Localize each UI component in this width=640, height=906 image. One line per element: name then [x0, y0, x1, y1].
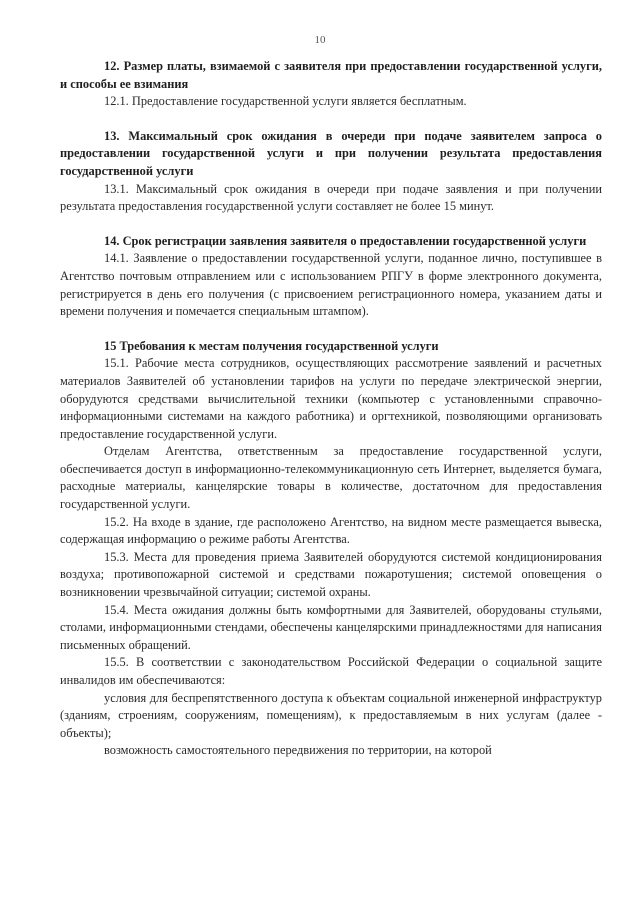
document-body: [60, 58, 602, 760]
paragraph: условия для беспрепятственного доступа к объектам социальной инженерной инфраструктур (зданиям, строениям, сооружениям, помещениям), к предоставляемым в них услугам (далее - объекты);: [60, 690, 602, 740]
paragraph: Отделам Агентства, ответственным за предоставление государственной услуги, обеспечивается доступ в информационно-телекоммуникационную сеть Интернет, выделяется бумага, расходные материалы, канцелярские товары в количестве, достаточном для предоставления государственной услуги.: [60, 444, 602, 512]
section-heading: 13. Максимальный срок ожидания в очереди при подаче заявителем запроса о предоставлении государственной услуги и при получении результата предоставления государственной услуги: [60, 128, 602, 178]
paragraph: возможность самостоятельного передвижения по территории, на которой: [104, 743, 492, 758]
paragraph: 15.2. На входе в здание, где расположено Агентство, на видном месте размещается вывеска, содержащая информацию о режиме работы Агентства.: [60, 514, 602, 547]
paragraph: 15.3. Места для проведения приема Заявителей оборудуются системой кондиционирования воздуха; противопожарной системой и средствами пожаротушения; системой оповещения о возникновении чрезвычайной ситуации; системой охраны.: [60, 549, 602, 600]
paragraph: 15.5. В соответствии с законодательством Российской Федерации о социальной защите инвалидов им обеспечиваются:: [60, 655, 602, 687]
section-14: [60, 233, 602, 321]
paragraph: 15.1. Рабочие места сотрудников, осуществляющих рассмотрение заявлений и расчетных материалов Заявителей об установлении тарифов на услуги по передаче электрической энергии, оборудуются средствами вычислительной техники (компьютер с установленными справочно-информационными системами на каждого работника) и оргтехникой, позволяющими организовать предоставление государственной услуги.: [60, 356, 602, 441]
section-13: [60, 128, 602, 216]
paragraph: 12.1. Предоставление государственной услуги является бесплатным.: [104, 94, 467, 109]
page-number: 10: [314, 34, 326, 46]
section-heading: 12. Размер платы, взимаемой с заявителя при предоставлении государственной услуги, и способы ее взимания: [60, 59, 602, 91]
paragraph: 15.4. Места ожидания должны быть комфортными для Заявителей, оборудованы стульями, столами, информационными стендами, обеспечены канцелярскими принадлежностями для написания письменных обращений.: [60, 602, 602, 652]
paragraph: 13.1. Максимальный срок ожидания в очереди при подаче заявления и при получении результата предоставления государственной услуги составляет не более 15 минут.: [60, 181, 602, 214]
section-12: [60, 58, 602, 111]
section-heading: 15 Требования к местам получения государственной услуги: [104, 338, 439, 353]
section-15: [60, 338, 602, 760]
section-heading: 14. Срок регистрации заявления заявителя о предоставлении государственной услуги: [104, 233, 587, 248]
paragraph: 14.1. Заявление о предоставлении государственной услуги, поданное лично, поступившее в Агентство почтовым отправлением или с использованием РПГУ в форме электронного документа, регистрируется в день его получения (с присвоением регистрационного номера, указанием даты и времени получения и помечается специальным штампом).: [60, 251, 602, 319]
